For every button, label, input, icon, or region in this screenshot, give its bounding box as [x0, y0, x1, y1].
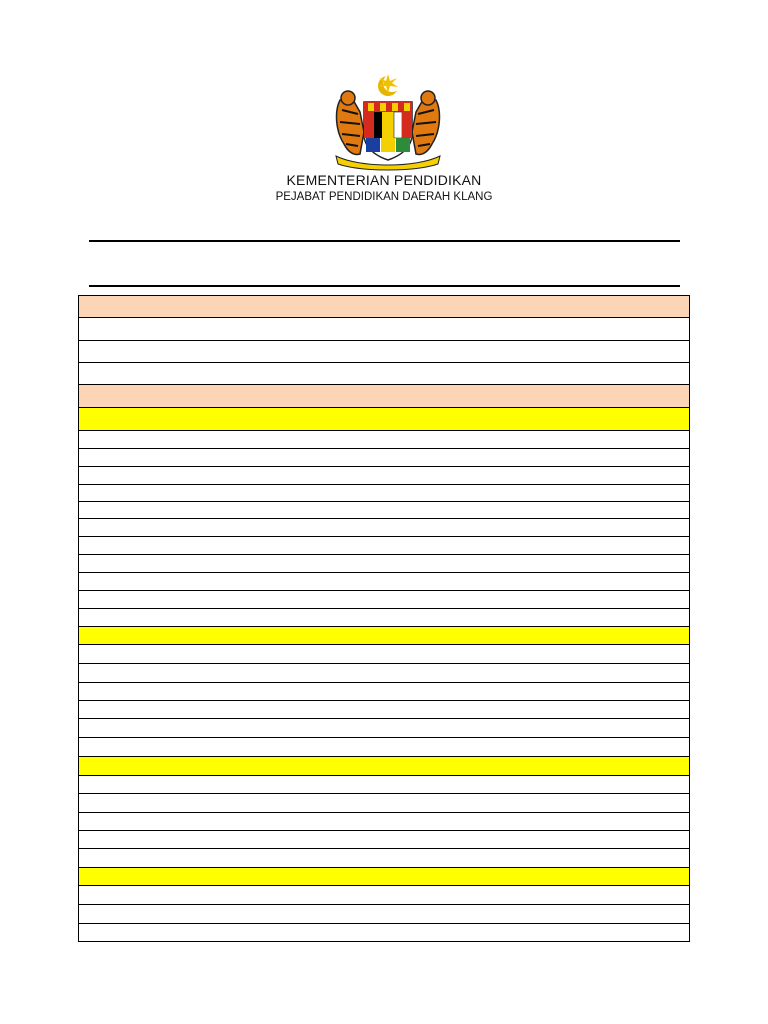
form-row — [79, 776, 689, 794]
form-row — [79, 849, 689, 868]
header-rule-bottom — [89, 285, 680, 287]
form-section-header — [79, 757, 689, 776]
form-row — [79, 431, 689, 449]
header-rule-top — [89, 240, 680, 242]
form-row — [79, 609, 689, 627]
form-row — [79, 519, 689, 537]
form-row — [79, 813, 689, 831]
form-section-header — [79, 868, 689, 886]
form-row — [79, 449, 689, 467]
form-row — [79, 719, 689, 738]
form-section-header — [79, 385, 689, 408]
office-subtitle: PEJABAT PENDIDIKAN DAERAH KLANG — [275, 191, 493, 203]
form-row — [79, 794, 689, 813]
form-table — [78, 295, 690, 942]
form-section-header — [79, 408, 689, 431]
form-row — [79, 485, 689, 502]
form-row — [79, 683, 689, 701]
form-row — [79, 318, 689, 341]
ministry-title: KEMENTERIAN PENDIDIKAN — [286, 172, 482, 188]
malaysia-coat-of-arms-icon — [330, 72, 446, 172]
form-row — [79, 664, 689, 683]
form-row — [79, 738, 689, 757]
form-row — [79, 467, 689, 485]
form-row — [79, 591, 689, 609]
form-row — [79, 537, 689, 555]
form-row — [79, 905, 689, 924]
form-row — [79, 924, 689, 943]
form-row — [79, 341, 689, 363]
form-row — [79, 502, 689, 519]
form-row — [79, 645, 689, 664]
form-row — [79, 701, 689, 719]
form-row — [79, 363, 689, 385]
form-row — [79, 555, 689, 573]
form-row — [79, 886, 689, 905]
form-row — [79, 573, 689, 591]
form-row — [79, 831, 689, 849]
form-section-header — [79, 627, 689, 645]
form-section-header — [79, 296, 689, 318]
